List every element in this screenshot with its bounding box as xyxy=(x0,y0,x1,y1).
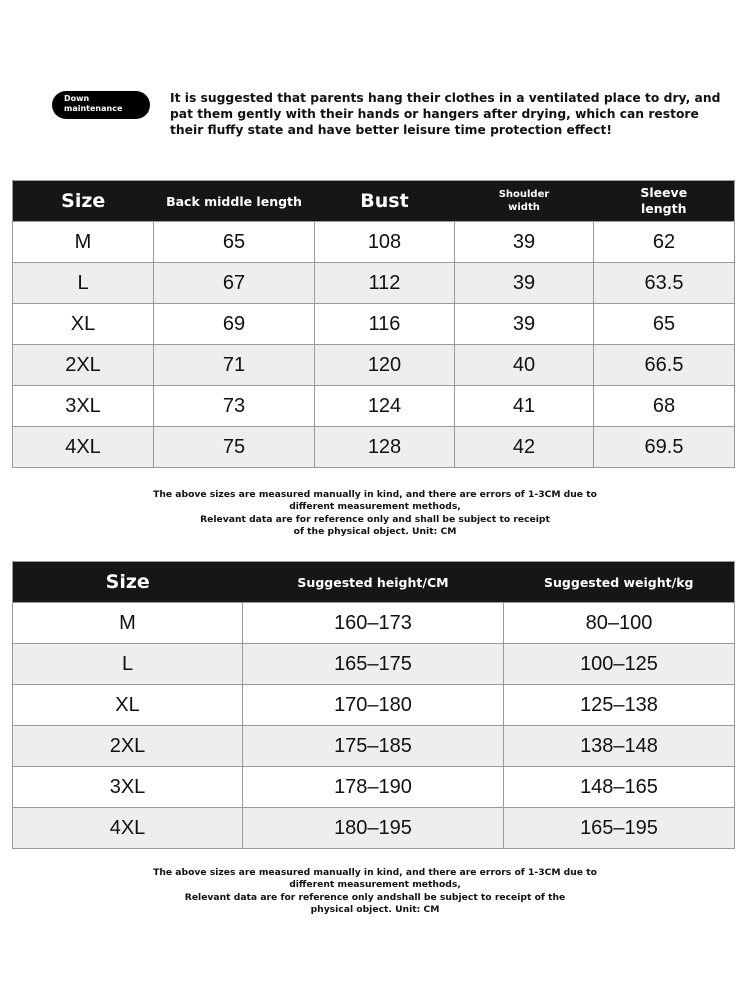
cell-shoulder-width: 40 xyxy=(455,345,594,386)
cell-back-middle-length: 73 xyxy=(154,386,315,427)
note-line: different measurement methods, xyxy=(289,879,461,891)
header-sleeve-length: Sleeve length xyxy=(594,181,735,222)
cell-height: 180–195 xyxy=(243,808,504,849)
cell-weight: 80–100 xyxy=(504,603,735,644)
measurement-header-row xyxy=(13,181,735,222)
table-row xyxy=(13,222,735,263)
badge-line-1: Down xyxy=(64,94,90,103)
cell-size: XL xyxy=(13,304,154,345)
cell-sleeve-length: 69.5 xyxy=(594,427,735,468)
cell-height: 175–185 xyxy=(243,726,504,767)
cell-height: 178–190 xyxy=(243,767,504,808)
cell-shoulder-width: 39 xyxy=(455,222,594,263)
cell-height: 160–173 xyxy=(243,603,504,644)
cell-sleeve-length: 68 xyxy=(594,386,735,427)
down-maintenance-badge xyxy=(52,91,150,119)
note-line: different measurement methods, xyxy=(289,501,461,513)
cell-bust: 112 xyxy=(315,263,455,304)
table-row xyxy=(13,345,735,386)
cell-size: 4XL xyxy=(13,427,154,468)
cell-sleeve-length: 62 xyxy=(594,222,735,263)
cell-back-middle-length: 71 xyxy=(154,345,315,386)
cell-shoulder-width: 41 xyxy=(455,386,594,427)
cell-shoulder-width: 39 xyxy=(455,263,594,304)
cell-sleeve-length: 66.5 xyxy=(594,345,735,386)
fit-note xyxy=(130,867,620,917)
measurement-note xyxy=(130,489,620,539)
table-row xyxy=(13,767,735,808)
cell-height: 165–175 xyxy=(243,644,504,685)
table-row xyxy=(13,644,735,685)
header-size: Size xyxy=(13,181,154,222)
cell-size: XL xyxy=(13,685,243,726)
badge-line-2: maintenance xyxy=(64,104,123,113)
table-row xyxy=(13,304,735,345)
cell-back-middle-length: 67 xyxy=(154,263,315,304)
header-suggested-weight: Suggested weight/kg xyxy=(504,562,735,603)
cell-size: 4XL xyxy=(13,808,243,849)
cell-size: 3XL xyxy=(13,386,154,427)
table-row xyxy=(13,603,735,644)
care-instructions: It is suggested that parents hang their clothes in a ventilated place to dry, and pat them gently with their hands or hangers after drying, which can restore their fluffy state and have better leisure time protection effect! xyxy=(170,91,721,137)
cell-size: M xyxy=(13,222,154,263)
cell-size: 3XL xyxy=(13,767,243,808)
note-line: The above sizes are measured manually in kind, and there are errors of 1-3CM due to xyxy=(153,867,597,878)
cell-weight: 138–148 xyxy=(504,726,735,767)
cell-bust: 128 xyxy=(315,427,455,468)
cell-height: 170–180 xyxy=(243,685,504,726)
header-shoulder-width: Shoulder width xyxy=(455,181,594,222)
header-size: Size xyxy=(13,562,243,603)
fit-table xyxy=(12,561,735,849)
cell-weight: 148–165 xyxy=(504,767,735,808)
table-row xyxy=(13,263,735,304)
fit-header-row xyxy=(13,562,735,603)
note-line: The above sizes are measured manually in kind, and there are errors of 1-3CM due to xyxy=(153,489,597,500)
note-line: Relevant data are for reference only and shall be subject to receipt xyxy=(200,513,550,525)
cell-weight: 165–195 xyxy=(504,808,735,849)
cell-size: 2XL xyxy=(13,726,243,767)
measurement-table xyxy=(12,180,735,468)
table-row xyxy=(13,726,735,767)
cell-sleeve-length: 63.5 xyxy=(594,263,735,304)
cell-size: L xyxy=(13,263,154,304)
note-line: of the physical object. Unit: CM xyxy=(293,526,457,538)
cell-size: 2XL xyxy=(13,345,154,386)
cell-shoulder-width: 42 xyxy=(455,427,594,468)
cell-back-middle-length: 75 xyxy=(154,427,315,468)
note-line: Relevant data are for reference only andshall be subject to receipt of the xyxy=(184,891,566,903)
header-suggested-height: Suggested height/CM xyxy=(243,562,504,603)
cell-weight: 125–138 xyxy=(504,685,735,726)
cell-bust: 120 xyxy=(315,345,455,386)
header-back-middle-length: Back middle length xyxy=(154,181,315,222)
table-row xyxy=(13,427,735,468)
cell-back-middle-length: 65 xyxy=(154,222,315,263)
cell-bust: 124 xyxy=(315,386,455,427)
cell-size: M xyxy=(13,603,243,644)
cell-weight: 100–125 xyxy=(504,644,735,685)
cell-shoulder-width: 39 xyxy=(455,304,594,345)
cell-back-middle-length: 69 xyxy=(154,304,315,345)
cell-size: L xyxy=(13,644,243,685)
cell-sleeve-length: 65 xyxy=(594,304,735,345)
note-line: physical object. Unit: CM xyxy=(310,904,440,916)
cell-bust: 116 xyxy=(315,304,455,345)
header-bust: Bust xyxy=(315,181,455,222)
table-row xyxy=(13,808,735,849)
table-row xyxy=(13,386,735,427)
cell-bust: 108 xyxy=(315,222,455,263)
table-row xyxy=(13,685,735,726)
